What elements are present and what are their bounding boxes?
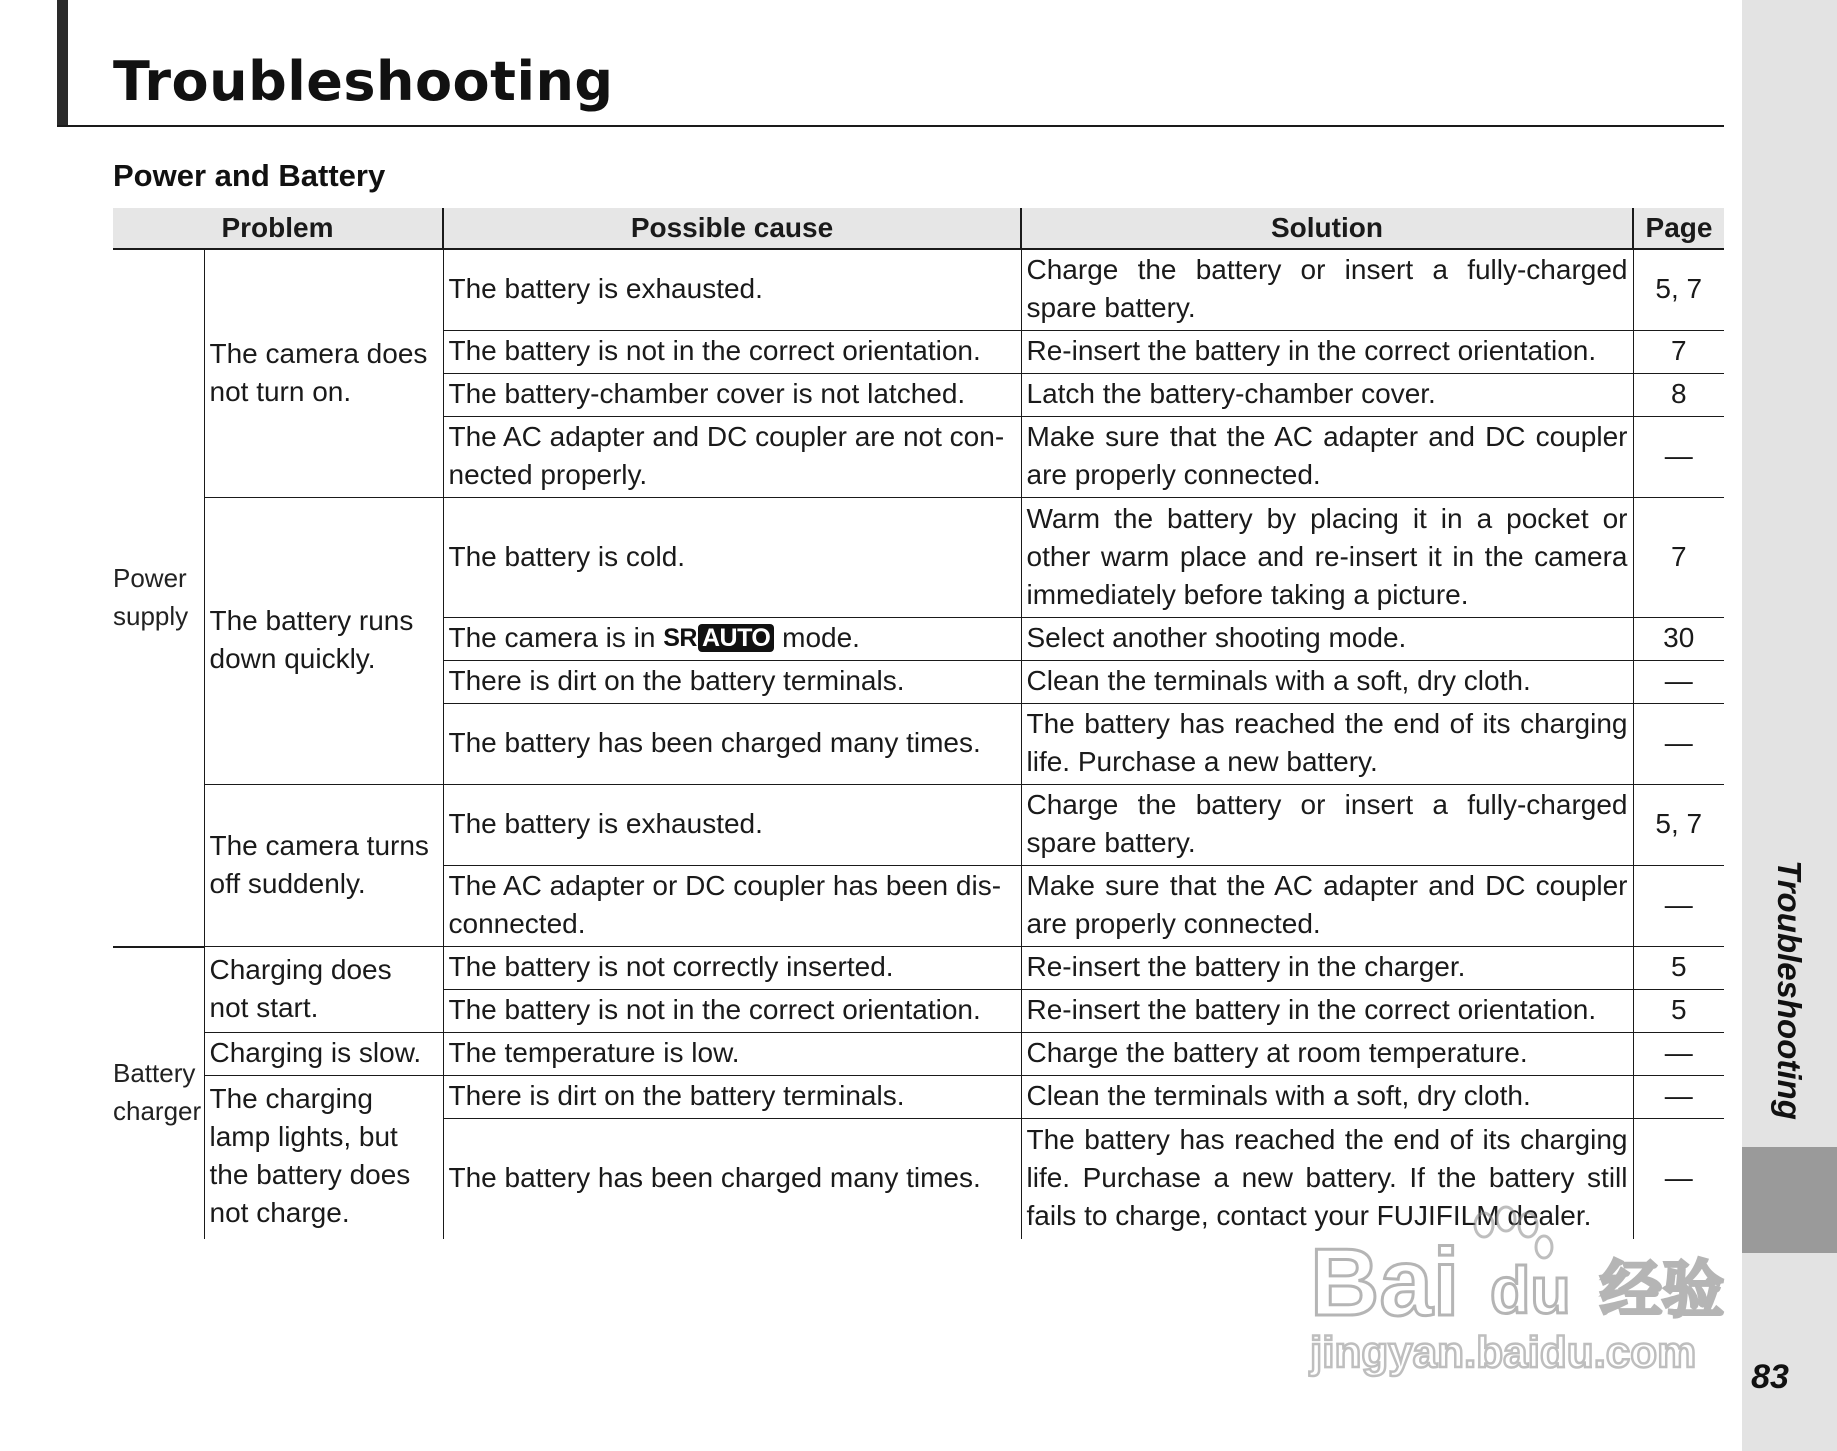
solution-cell: Make sure that the AC adapter and DC coupler are properly connected. <box>1021 417 1633 498</box>
page-cell: 5, 7 <box>1633 249 1724 331</box>
solution-cell: Charge the battery or insert a fully-charged spare battery. <box>1021 249 1633 331</box>
troubleshooting-table <box>113 208 1724 1239</box>
category-battery-charger: Battery charger <box>113 947 204 1239</box>
header-problem: Problem <box>113 208 443 249</box>
cause-cell: The battery-chamber cover is not latched. <box>443 374 1021 417</box>
page-cell: — <box>1633 1076 1724 1119</box>
solution-cell: Clean the terminals with a soft, dry cloth. <box>1021 1076 1633 1119</box>
page-cell: 5, 7 <box>1633 785 1724 866</box>
solution-cell: The battery has reached the end of its charging life. Purchase a new battery. If the battery still fails to charge, contact your FUJIFILM dealer. <box>1021 1119 1633 1239</box>
cause-cell: The battery is cold. <box>443 498 1021 618</box>
watermark-du: du <box>1490 1253 1571 1327</box>
watermark-cn: 经验 <box>1600 1253 1725 1326</box>
problem-cell: The battery runs down quickly. <box>204 498 443 785</box>
table-row <box>113 1076 1724 1119</box>
page-cell: — <box>1633 417 1724 498</box>
page-cell: 7 <box>1633 498 1724 618</box>
solution-cell: The battery has reached the end of its charging life. Purchase a new battery. <box>1021 704 1633 785</box>
cause-cell: The battery is not in the correct orientation. <box>443 990 1021 1033</box>
cause-cell: There is dirt on the battery terminals. <box>443 1076 1021 1119</box>
page-cell: 5 <box>1633 990 1724 1033</box>
side-tab-label: Troubleshooting <box>1771 860 1808 1120</box>
table-row <box>113 498 1724 618</box>
page-cell: 8 <box>1633 374 1724 417</box>
page-cell: — <box>1633 1119 1724 1239</box>
table-row <box>113 785 1724 866</box>
problem-cell: The camera turns off suddenly. <box>204 785 443 947</box>
section-title: Power and Battery <box>113 158 386 193</box>
solution-cell: Re-insert the battery in the charger. <box>1021 947 1633 990</box>
cause-cell: The battery has been charged many times. <box>443 1119 1021 1239</box>
problem-cell: Charging is slow. <box>204 1033 443 1076</box>
cause-cell: The battery has been charged many times. <box>443 704 1021 785</box>
page-title: Troubleshooting <box>113 50 614 113</box>
table-row <box>113 947 1724 990</box>
cause-cell: There is dirt on the battery terminals. <box>443 661 1021 704</box>
cause-cell: The battery is exhausted. <box>443 785 1021 866</box>
cause-cell: The AC adapter and DC coupler are not connected properly. <box>443 417 1021 498</box>
solution-cell: Latch the battery-chamber cover. <box>1021 374 1633 417</box>
cause-text-suffix: mode. <box>782 622 860 653</box>
problem-cell: The camera does not turn on. <box>204 249 443 498</box>
solution-cell: Select another shooting mode. <box>1021 618 1633 661</box>
cause-cell <box>443 618 1021 661</box>
cause-text: The camera is in <box>448 622 656 653</box>
solution-cell: Charge the battery at room temperature. <box>1021 1033 1633 1076</box>
solution-cell: Re-insert the battery in the correct orientation. <box>1021 331 1633 374</box>
page-cell: 5 <box>1633 947 1724 990</box>
baidu-watermark <box>1300 1205 1730 1380</box>
side-tab-marker <box>1742 1147 1837 1253</box>
header-cause: Possible cause <box>443 208 1021 249</box>
cause-cell: The AC adapter or DC coupler has been disconnected. <box>443 866 1021 947</box>
paw-icon <box>1475 1207 1552 1258</box>
sr-mode-label: SR <box>663 624 697 652</box>
page-number: 83 <box>1751 1358 1789 1396</box>
table-row <box>113 249 1724 331</box>
solution-cell: Warm the battery by placing it in a pocket or other warm place and re-insert it in the camera immediately before taking a picture. <box>1021 498 1633 618</box>
page-cell: 30 <box>1633 618 1724 661</box>
page-cell: — <box>1633 1033 1724 1076</box>
watermark-brand: Bai <box>1310 1229 1460 1336</box>
watermark-url: jingyan.baidu.com <box>1310 1328 1697 1377</box>
cause-cell: The battery is not correctly inserted. <box>443 947 1021 990</box>
cause-cell: The battery is exhausted. <box>443 249 1021 331</box>
page-cell: — <box>1633 704 1724 785</box>
title-divider <box>57 125 1724 127</box>
table-header-row <box>113 208 1724 249</box>
problem-cell: The charging lamp lights, but the battery does not charge. <box>204 1076 443 1239</box>
sr-auto-mode-icon <box>663 624 774 652</box>
solution-cell: Make sure that the AC adapter and DC coupler are properly connected. <box>1021 866 1633 947</box>
table-row <box>113 1033 1724 1076</box>
page-cell: — <box>1633 866 1724 947</box>
cause-cell: The battery is not in the correct orientation. <box>443 331 1021 374</box>
header-page: Page <box>1633 208 1724 249</box>
page-cell: — <box>1633 661 1724 704</box>
page-cell: 7 <box>1633 331 1724 374</box>
title-accent-bar <box>57 0 68 127</box>
header-solution: Solution <box>1021 208 1633 249</box>
solution-cell: Charge the battery or insert a fully-charged spare battery. <box>1021 785 1633 866</box>
category-power-supply: Power supply <box>113 249 204 947</box>
cause-cell: The temperature is low. <box>443 1033 1021 1076</box>
solution-cell: Re-insert the battery in the correct orientation. <box>1021 990 1633 1033</box>
solution-cell: Clean the terminals with a soft, dry cloth. <box>1021 661 1633 704</box>
problem-cell: Charging does not start. <box>204 947 443 1033</box>
auto-mode-label: AUTO <box>698 624 774 652</box>
